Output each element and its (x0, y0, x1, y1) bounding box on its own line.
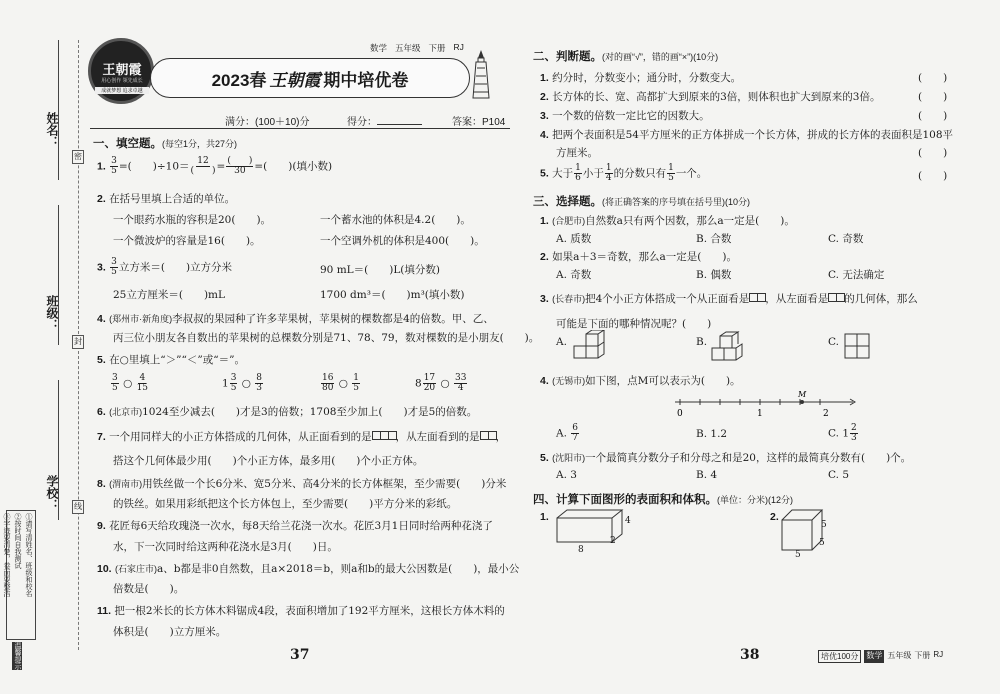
q5-1an: 3 (112, 373, 118, 383)
seal-char-mi: 密 (72, 150, 84, 164)
j4-num: 4. (540, 129, 549, 141)
figure-1-num: 1. (540, 511, 549, 523)
q11 (97, 603, 505, 618)
judge-5-answer[interactable]: ( ) (918, 170, 948, 182)
title-banner (150, 58, 470, 98)
sec2-label: 二、判断题。 (533, 51, 602, 63)
figure-1-cuboid (555, 508, 635, 558)
section-4-title (533, 491, 793, 507)
section-3-title (533, 193, 750, 209)
c4-a-frac (571, 424, 579, 443)
c4-c-d: 3 (851, 433, 857, 443)
class-label: 班级： (45, 295, 59, 331)
j2-text: 长方体的长、宽、高都扩大到原来的3倍，则体积也扩大到原来的3倍。 (552, 91, 881, 103)
q3-fd: 5 (111, 267, 117, 277)
choice-5-b[interactable]: B. 4 (696, 469, 718, 481)
tag-volume: 下册 (428, 43, 446, 53)
q9-text: 花匠每6天给玫瑰浇一次水，每8天给兰花浇一次水。花匠3月1日同时给两种花浇了 (109, 520, 493, 532)
q8-src: (渭南市) (109, 479, 143, 489)
q5-4ad: 20 (423, 383, 436, 393)
header-tags (370, 42, 464, 54)
q4-num: 4. (97, 313, 106, 325)
score-got-label: 得分： (347, 117, 377, 128)
q5-4a (423, 374, 436, 393)
q5-item-3: $\frac{16}{80}$ ○ $\frac{1}{5}$ (322, 373, 360, 393)
footer-grade: 五年级 (887, 651, 912, 660)
choice-4-a[interactable] (556, 424, 580, 443)
q5-3ad: 80 (322, 383, 334, 393)
q1-f1d: 5 (111, 166, 117, 176)
choice-4-c[interactable] (828, 424, 859, 443)
seal-char-feng: 封 (72, 335, 84, 349)
j5-f2d: 4 (605, 173, 612, 183)
q4-line2: 丙三位小朋友各自数出的苹果树的总棵数分别是71、78、79，数对棵数的是小朋友( )。 (113, 332, 540, 344)
j5-t2: 小于 (582, 167, 604, 180)
sec1-label: 一、填空题。 (93, 138, 162, 150)
q10 (97, 561, 519, 576)
tip-1: ①请写清姓名、班级和校名 (25, 513, 32, 597)
q4-text: 李叔叔的果园种了许多苹果树，苹果树的棵数都是4的倍数。甲、乙、 (172, 313, 494, 325)
q3-c: 25立方厘米＝( )mL (113, 289, 225, 301)
c3-front-view (749, 293, 765, 305)
q1 (97, 157, 332, 176)
c4-src: (无锡市) (552, 376, 586, 386)
q5-3a (321, 374, 334, 393)
q2-b: 一个蓄水池的体积是4.2( )。 (320, 214, 471, 226)
choice-1-a[interactable]: A. 质数 (556, 233, 592, 245)
q3-a-text: 立方米＝( )立方分米 (118, 261, 233, 274)
footer-tags (818, 650, 943, 663)
q1-t3: =( ) (254, 160, 293, 173)
q7-num: 7. (97, 431, 106, 443)
choice-3-line2: 可能是下面的哪种情况呢？( ) (556, 318, 712, 330)
c1-src: (合肥市) (552, 216, 586, 226)
c4-a-d: 7 (572, 433, 578, 443)
q5-item-2: 1 $\frac{3}{5}$ ○ $\frac{8}{3}$ (222, 373, 262, 393)
q1-num: 1. (97, 160, 106, 173)
nl-tick-1: 1 (757, 409, 763, 419)
choice-2-b[interactable]: B. 偶数 (696, 269, 732, 281)
j5-f1 (574, 164, 582, 183)
q5-3bd: 5 (353, 383, 360, 393)
school-label: 学校： (45, 475, 59, 511)
c3-t3: 的几何体，那么 (844, 293, 918, 305)
q8-text: 用铁丝做一个长6分米、宽5分米、高4分米的长方体框架，至少需要( )分米 (142, 478, 507, 490)
choice-4-b[interactable]: B. 1.2 (696, 428, 728, 440)
q5-4b (454, 374, 467, 393)
j5-t3: 的分数只有 (613, 167, 667, 180)
q3-a (97, 258, 232, 277)
choice-1-b[interactable]: B. 合数 (696, 233, 732, 245)
q8-num: 8. (97, 478, 106, 490)
q9-line2: 水，下一次同时给这两种花浇水是3月( )日。 (113, 541, 338, 553)
q4-src: (郑州市·新角度) (109, 314, 173, 324)
choice-3-a[interactable]: A. (556, 336, 567, 348)
c4-text: 如下图，点M可以表示为( )。 (585, 375, 741, 387)
q11-num: 11. (97, 605, 112, 617)
q7-t2: ，从左面看到的是 (395, 431, 480, 443)
j5-f3n: 1 (668, 163, 674, 173)
q5-1b (137, 374, 148, 393)
q1-frac2 (191, 157, 216, 176)
q9-num: 9. (97, 520, 106, 532)
j5-f3d: 5 (668, 173, 674, 183)
page-number-left: 37 (290, 647, 310, 663)
figure-2-cube (780, 508, 825, 558)
q3-num: 3. (97, 261, 106, 274)
q6 (97, 404, 477, 419)
q5-2bn: 8 (256, 373, 262, 383)
c2-num: 2. (540, 251, 549, 263)
footer-volume: 下册 (914, 651, 931, 660)
c3-left-view (828, 293, 844, 305)
q11-line2: 体积是( )立方厘米。 (113, 626, 227, 638)
choice-2-a[interactable]: A. 奇数 (556, 269, 592, 281)
seal-char-xian: 线 (72, 500, 84, 514)
sec4-note: (单位：分米)(12分) (717, 495, 793, 505)
j5-t4: 一个。 (675, 167, 708, 180)
judge-2-answer[interactable]: ( ) (918, 91, 948, 103)
q3-fn: 3 (111, 257, 117, 267)
judge-3-answer[interactable]: ( ) (918, 110, 948, 122)
brand-sub2: 成就梦想 追求卓越 (95, 87, 149, 94)
c4-c-label: C. 1 (828, 427, 850, 440)
choice-3-c[interactable]: C. (828, 336, 839, 348)
q7-front-view (372, 431, 396, 443)
figure-2-side-c: 5 (795, 550, 801, 560)
tips-box (3, 510, 36, 640)
q9 (97, 518, 493, 533)
figure-2-side-a: 5 (821, 520, 827, 530)
choice-3-c-figure (843, 330, 877, 362)
c1-num: 1. (540, 215, 549, 227)
j5-f1d: 6 (575, 173, 581, 183)
q10-line2: 倍数是( )。 (113, 583, 185, 595)
j3-num: 3. (540, 110, 549, 122)
section-1-title (93, 135, 237, 151)
choice-3-a-figure (572, 330, 612, 362)
score-full: 满分：(100＋10)分 (225, 117, 310, 128)
q3-frac (110, 258, 118, 277)
name-label: 姓名： (45, 112, 59, 148)
q7-left-view (480, 431, 496, 443)
j1-text: 约分时，分数变小；通分时，分数变大。 (552, 72, 742, 84)
judge-4-answer[interactable]: ( ) (918, 147, 948, 159)
q10-src: (石家庄市) (114, 564, 157, 574)
q6-text: 1024至少减去( )才是3的倍数；1708至少加上( )才是5的倍数。 (142, 406, 478, 418)
figure-1-height: 4 (625, 516, 631, 526)
score-got (347, 113, 422, 128)
nl-tick-0: 0 (677, 409, 683, 419)
q5-2a (230, 374, 238, 393)
sec1-note: (每空1分，共27分) (162, 139, 238, 149)
q5-2bd: 3 (256, 383, 262, 393)
q1-frac1 (110, 157, 118, 176)
answer-page: 答案：P104 (452, 117, 506, 128)
title-year: 2023春 (211, 70, 267, 90)
q7 (97, 429, 506, 444)
left-binding-margin (0, 0, 82, 694)
q1-t2: = (216, 160, 226, 173)
q6-src: (北京市) (109, 407, 143, 417)
header-rule (90, 128, 510, 129)
q5-1ad: 5 (112, 383, 118, 393)
c3-src: (长春市) (552, 294, 586, 304)
judge-3 (540, 108, 710, 123)
c4-num: 4. (540, 375, 549, 387)
q8-line2: 的铁丝。如果用彩纸把这个长方体包上，至少需要( )平方分米的彩纸。 (113, 498, 458, 510)
brand-sub1: 用心创作 领先成长 (101, 78, 143, 84)
q3-b: 90 mL＝( )L(填分数) (320, 264, 440, 276)
judge-1 (540, 70, 741, 85)
q5-2ad: 5 (230, 383, 237, 393)
c5-text: 一个最简真分数分子和分母之和是20，这样的最简真分数有( )个。 (585, 452, 912, 464)
q5-4bn: 33 (454, 373, 467, 383)
footer-subject: 数学 (864, 650, 884, 663)
tag-edition: RJ (453, 42, 464, 52)
q1-f2n: 12 (197, 156, 209, 166)
j5-t1: 大于 (552, 167, 574, 180)
figure-2-side-b: 5 (819, 538, 825, 548)
c5-num: 5. (540, 452, 549, 464)
brand-logo (88, 38, 154, 104)
q5-num: 5. (97, 354, 106, 366)
choice-1-c[interactable]: C. 奇数 (828, 233, 864, 245)
q8 (97, 476, 506, 491)
tag-subject: 数学 (370, 43, 388, 53)
q2 (97, 191, 235, 206)
q2-a: 一个眼药水瓶的容积是20( )。 (113, 214, 272, 226)
q1-f3d: 30 (234, 166, 246, 176)
judge-4-line2: 方厘米。 (556, 147, 598, 159)
brand-name: 王朝霞 (102, 62, 142, 77)
lighthouse-icon (470, 48, 492, 100)
j4-text: 把两个表面积是54平方厘米的正方体拼成一个长方体，拼成的长方体的表面积是108平 (552, 129, 954, 141)
c1-text: 自然数a只有两个因数，那么a一定是( )。 (585, 215, 795, 227)
c5-src: (沈阳市) (552, 453, 586, 463)
q3-d: 1700 dm³＝( )m³(填小数) (320, 289, 465, 301)
c4-a-n: 6 (572, 423, 578, 433)
j5-num: 5. (540, 167, 549, 180)
j5-f2 (605, 164, 613, 183)
choice-5-c[interactable]: C. 5 (828, 469, 850, 481)
tip-3: ③字迹要清楚，卷面要整洁 (3, 513, 10, 597)
c3-t2: ，从左面看是 (765, 293, 829, 305)
sec3-note: (将正确答案的序号填在括号里)(10分) (602, 197, 750, 207)
c4-a-label: A. (556, 427, 567, 440)
q5-1bd: 15 (136, 383, 149, 393)
q1-f2d: ( ) (190, 166, 216, 176)
q1-f1n: 3 (111, 156, 117, 166)
q5-2an: 3 (230, 373, 237, 383)
q5-2w: 1 (222, 377, 229, 390)
judge-1-answer[interactable]: ( ) (918, 72, 948, 84)
judge-2 (540, 89, 880, 104)
choice-5-a[interactable]: A. 3 (556, 469, 577, 481)
name-line (58, 40, 59, 180)
q2-text: 在括号里填上合适的单位。 (109, 193, 236, 205)
q5-item-1: $\frac{3}{5}$ ○ $\frac{4}{15}$ (112, 373, 149, 393)
choice-1 (540, 213, 795, 228)
title-rest: 期中培优卷 (323, 70, 409, 90)
c4-c-n: 2 (851, 423, 857, 433)
q7-t1: 一个用同样大的小正方体搭成的几何体，从正面看到的是 (109, 431, 372, 443)
section-2-title (533, 48, 718, 64)
q5-text: 在○里填上“＞”“＜”或“＝”。 (109, 354, 245, 366)
q7-t3: ， (495, 431, 507, 443)
j5-f1n: 1 (575, 163, 581, 173)
j3-text: 一个数的倍数一定比它的因数大。 (552, 110, 710, 122)
tips-label: 温馨提示 (14, 642, 21, 670)
sec2-note: (对的画“√”，错的画“×”)(10分) (602, 52, 719, 62)
c3-t1: 把4个小正方体搭成一个从正面看是 (585, 293, 750, 305)
j1-num: 1. (540, 72, 549, 84)
q1-t1: =( )÷10＝ (118, 160, 190, 173)
c4-c-frac (850, 424, 858, 443)
footer-series: 培优100分 (818, 650, 861, 663)
choice-2-c[interactable]: C. 无法确定 (828, 269, 885, 281)
q5-2b (255, 374, 263, 393)
q1-f3n: ( ) (227, 156, 253, 166)
class-line (58, 205, 59, 345)
choice-3-b[interactable]: B. (696, 336, 708, 348)
j2-num: 2. (540, 91, 549, 103)
j5-f3 (667, 164, 675, 183)
figure-1-length: 8 (578, 545, 584, 555)
nl-tick-2: 2 (823, 409, 829, 419)
choice-3-b-figure (710, 330, 750, 364)
school-line (58, 380, 59, 520)
sec4-label: 四、计算下面图形的表面积和体积。 (533, 494, 717, 506)
choice-3 (540, 291, 918, 306)
q5-1bn: 4 (139, 373, 146, 383)
nl-point-m: M (798, 390, 807, 399)
q10-num: 10. (97, 563, 112, 575)
q6-num: 6. (97, 406, 106, 418)
q5-4an: 17 (423, 373, 436, 383)
judge-4 (540, 127, 953, 142)
q11-text: 把一根2米长的长方体木料锯成4段，表面积增加了192平方厘米，这根长方体木料的 (114, 605, 505, 617)
c3-num: 3. (540, 293, 549, 305)
c2-text: 如果a＋3＝奇数，那么a一定是( )。 (552, 251, 738, 263)
q1-t4: (填小数) (292, 160, 333, 173)
choice-2 (540, 249, 737, 264)
figure-1-width: 2 (610, 536, 616, 546)
q5-3an: 16 (322, 373, 334, 383)
figure-2-num: 2. (770, 511, 779, 523)
q5-4bd: 4 (457, 383, 464, 393)
number-line (670, 390, 860, 420)
q5 (97, 352, 245, 367)
sec3-label: 三、选择题。 (533, 196, 602, 208)
q4 (97, 311, 494, 326)
q2-num: 2. (97, 193, 106, 205)
q5-3b (352, 374, 360, 393)
page-number-right: 38 (740, 647, 760, 663)
tip-2: ②按时间自我测试 (14, 513, 21, 569)
q1-frac3 (226, 157, 253, 176)
choice-4 (540, 373, 741, 388)
judge-5 (540, 164, 707, 183)
choice-5 (540, 450, 911, 465)
q5-1a (111, 374, 119, 393)
title-brand: 王朝霞 (269, 70, 321, 91)
q5-item-4: 8 $\frac{17}{20}$ ○ $\frac{33}{4}$ (415, 373, 467, 393)
q7-line2: 搭这个几何体最少用( )个小正方体，最多用( )个小正方体。 (113, 455, 424, 467)
footer-edition: RJ (933, 650, 944, 659)
tag-grade: 五年级 (395, 43, 421, 53)
q5-4w: 8 (415, 377, 422, 390)
q2-c: 一个微波炉的容量是16( )。 (113, 235, 261, 247)
q5-3bn: 1 (353, 373, 360, 383)
j5-f2n: 1 (605, 163, 612, 173)
q10-text: a、b都是非0自然数，且a×2018＝b，则a和b的最大公因数是( )，最小公 (156, 563, 520, 575)
q2-d: 一个空调外机的体积是400( )。 (320, 235, 485, 247)
